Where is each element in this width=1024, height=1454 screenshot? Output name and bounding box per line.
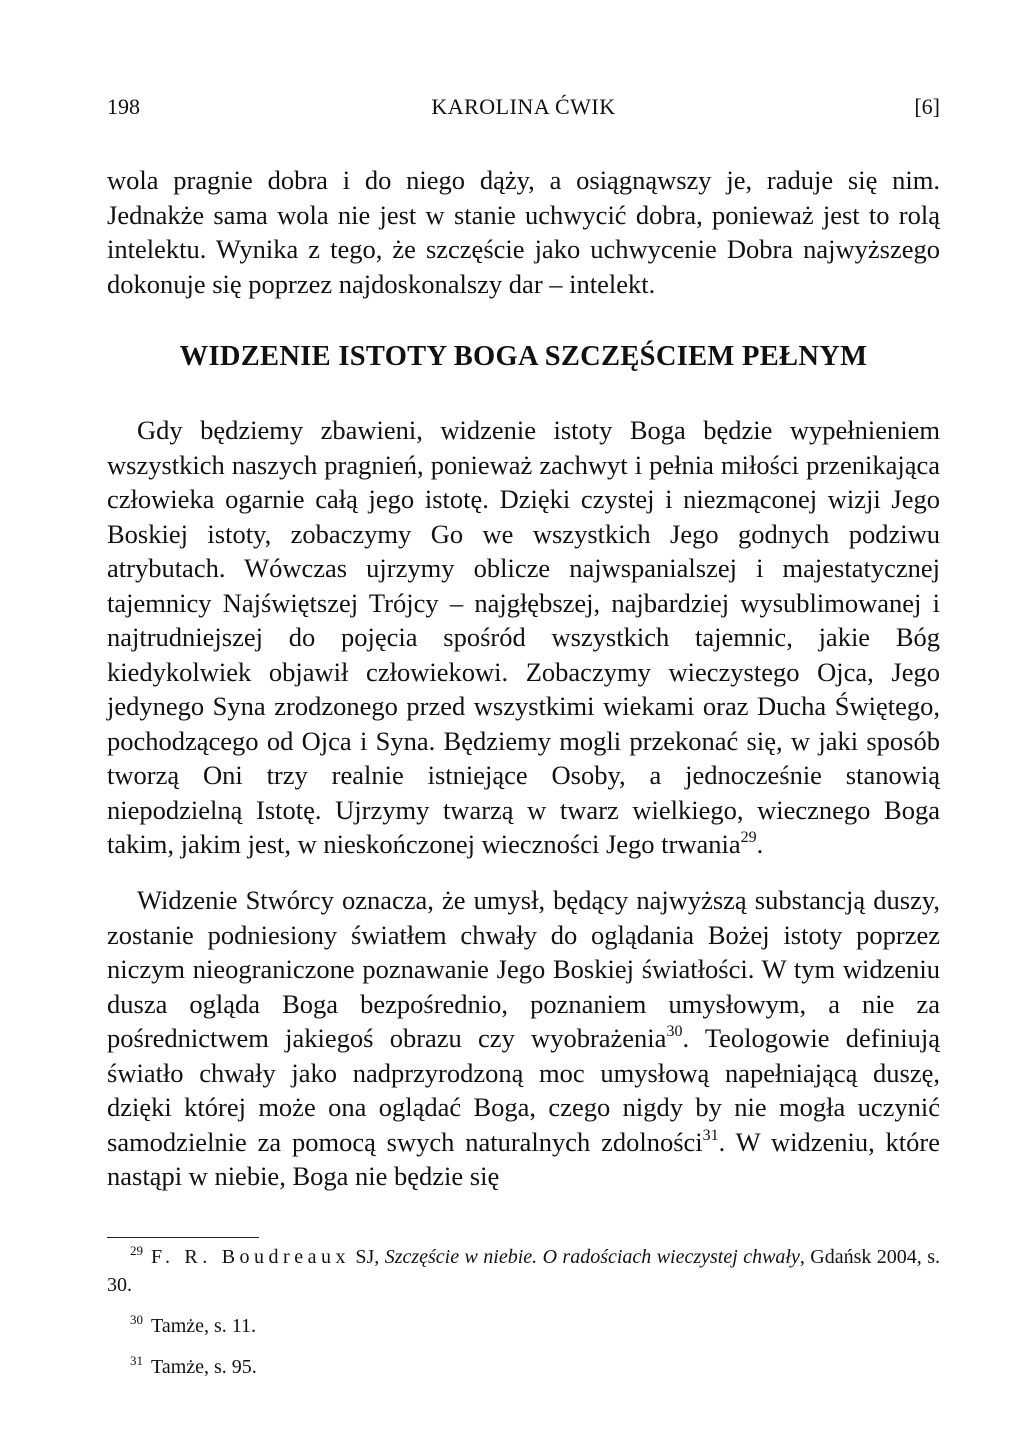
footnote-number: 29 (130, 1243, 143, 1258)
footnotes (107, 1243, 940, 1394)
intro-paragraph: wola pragnie dobra i do niego dąży, a osiągnąwszy je, raduje się nim. Jednakże sama wola nie jest w stanie uchwycić dobra, ponieważ jest to rolą intelektu. Wynika z tego, że szczęście jako uchwycenie Dobra najwyższego dokonuje się poprzez najdoskonalszy dar – intelekt. (107, 165, 940, 299)
paragraph-creator (107, 883, 940, 1194)
paragraph-vision (107, 413, 940, 862)
footnote-ref-30[interactable]: 30 (666, 1023, 683, 1040)
footnote-number: 31 (130, 1353, 143, 1368)
footnote-text: Tamże, s. 95. (151, 1356, 257, 1378)
footnote-ref-29[interactable]: 29 (740, 829, 757, 846)
running-head (107, 92, 940, 122)
running-head-author: KAROLINA ĆWIK (431, 94, 616, 119)
footnote-31 (107, 1353, 940, 1381)
footnote-divider (107, 1237, 259, 1238)
paragraph-creator-part2: . Teologowie definiują światło chwały jako nadprzyrodzoną moc umysłową napełniającą duszę, dzięki której może ona oglądać Boga, czego nigdy by nie mogła uczynić samodzielnie za pomocą swych naturalnych zdolności (107, 1023, 940, 1157)
paragraph-creator-part1: Widzenie Stwórcy oznacza, że umysł, będący najwyższą substancją duszy, zostanie podniesiony światłem chwały do oglądania Bożej istoty poprzez niczym nieograniczone poznawanie Jego Boskiej światłości. W tym widzeniu dusza ogląda Boga bezpośrednio, poznaniem umysłowym, a nie za pośrednictwem jakiegoś obrazu czy wyobrażenia (107, 885, 940, 1053)
section-number: [6] (914, 94, 940, 119)
footnote-book-title: Szczęście w niebie. O radościach wieczystej chwały (384, 1246, 800, 1268)
footnote-text: Tamże, s. 11. (151, 1315, 257, 1337)
footnote-author-suffix: SJ, (349, 1246, 385, 1268)
paragraph-vision-end: . (756, 829, 764, 859)
footnote-author: F. R. Boudreaux (151, 1246, 350, 1268)
page-number: 198 (107, 94, 140, 119)
paragraph-creator-part3: . W widzeniu, które nastąpi w niebie, Boga nie będzie się (107, 1126, 940, 1191)
footnote-29 (107, 1243, 940, 1299)
footnote-number: 30 (130, 1312, 143, 1327)
section-title: WIDZENIE ISTOTY BOGA SZCZĘŚCIEM PEŁNYM (179, 341, 868, 372)
footnote-publication: , Gdańsk 2004, s. 30. (107, 1246, 941, 1296)
footnote-30 (107, 1312, 940, 1340)
document-page (107, 0, 940, 1454)
paragraph-vision-text: Gdy będziemy zbawieni, widzenie istoty Boga będzie wypełnieniem wszystkich naszych pragnień, ponieważ zachwyt i pełnia miłości przenikająca człowieka ogarnie całą jego istotę. Dzięki czystej i niezmąconej wizji Jego Boskiej istoty, zobaczymy Go we wszystkich Jego godnych podziwu atrybutach. Wówczas ujrzymy oblicze najwspanialszej i majestatycznej tajemnicy Najświętszej Trójcy – najgłębszej, najbardziej wysublimowanej i najtrudniejszej do pojęcia spośród wszystkich tajemnic, jakie Bóg kiedykolwiek objawił człowiekowi. Zobaczymy wieczystego Ojca, Jego jedynego Syna zrodzonego przed wszystkimi wiekami oraz Ducha Świętego, pochodzącego od Ojca i Syna. Będziemy mogli przekonać się, w jaki sposób tworzą Oni trzy realnie istniejące Osoby, a jednocześnie stanowią niepodzielną Istotę. Ujrzymy twarzą w twarz wielkiego, wiecznego Boga takim, jakim jest, w nieskończonej wieczności Jego trwania (107, 415, 940, 859)
footnote-ref-31[interactable]: 31 (702, 1126, 719, 1144)
